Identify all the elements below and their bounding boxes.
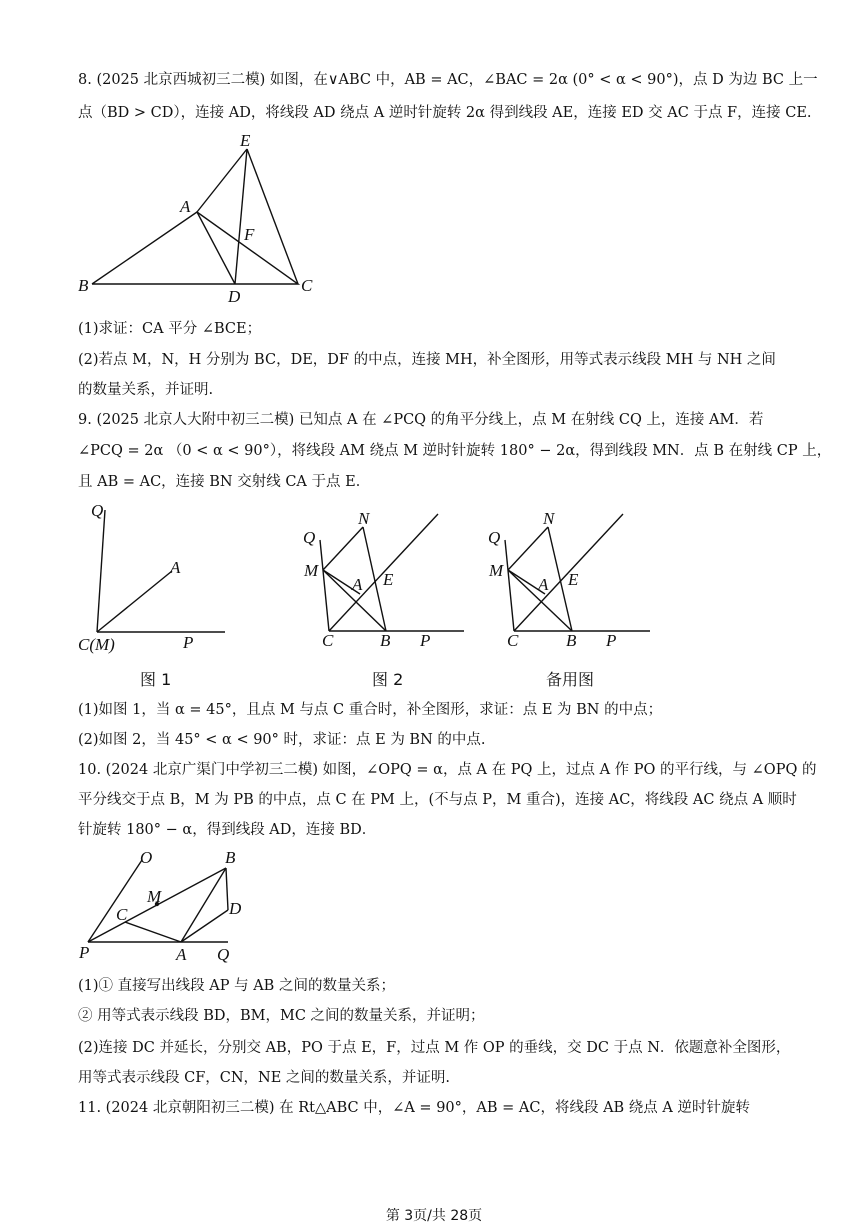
label-A: A — [180, 197, 191, 216]
label-P: P — [79, 943, 90, 962]
label-D: D — [229, 899, 242, 918]
ray-CQ — [505, 540, 514, 631]
label-P: P — [420, 631, 431, 650]
segment-BD — [226, 868, 228, 910]
segment-MN — [508, 527, 548, 570]
problem10-q2b: 用等式表示线段 CF，CN，NE 之间的数量关系，并证明. — [78, 1070, 451, 1086]
problem9-line2: ∠PCQ = 2α （0 < α < 90°），将线段 AM 绕点 M 逆时针旋转 180° − 2α，得到线段 MN．点 B 在射线 CP 上， — [78, 443, 832, 459]
label-A: A — [352, 575, 363, 594]
segment-AE — [197, 149, 247, 212]
ray-CQ — [97, 510, 105, 632]
problem9-figure3 — [485, 505, 655, 660]
page-footer: 第 3页/共 28页 — [385, 1208, 483, 1224]
figure1-caption: 图 1 — [140, 670, 172, 689]
label-N: N — [543, 509, 555, 528]
label-Q: Q — [91, 501, 104, 520]
label-D: D — [228, 287, 241, 306]
segment-CA — [97, 571, 172, 632]
problem8-line2: 点（BD > CD），连接 AD，将线段 AD 绕点 A 逆时针旋转 2α 得到线段 AE，连接 ED 交 AC 于点 F，连接 CE. — [78, 105, 812, 121]
problem9-line3: 且 AB = AC，连接 BN 交射线 CA 于点 E． — [78, 474, 371, 490]
segment-AD — [181, 910, 228, 942]
label-Q: Q — [488, 528, 501, 547]
problem10-line3: 针旋转 180° − α，得到线段 AD，连接 BD． — [78, 822, 377, 838]
label-B: B — [380, 631, 391, 650]
label-C: C — [322, 631, 334, 650]
problem9-figure2 — [300, 505, 470, 660]
label-F: F — [244, 225, 255, 244]
label-Q: Q — [303, 528, 316, 547]
problem10-line1: 10. (2024 北京广渠门中学初三二模) 如图，∠OPQ = α，点 A 在 PQ 上，过点 A 作 PO 的平行线，与 ∠OPQ 的 — [78, 762, 817, 778]
problem10-line2: 平分线交于点 B，M 为 PB 的中点，点 C 在 PM 上，(不与点 P，M 重合)，连接 AC，将线段 AC 绕点 A 顺时 — [78, 792, 797, 808]
segment-AD — [197, 212, 235, 284]
label-A: A — [538, 575, 549, 594]
label-B: B — [225, 848, 236, 867]
problem8-figure — [70, 128, 330, 308]
segment-EC — [247, 149, 298, 284]
label-C: C — [301, 276, 313, 295]
triangle-ABC — [92, 212, 298, 284]
segment-AB — [181, 868, 226, 942]
label-CM: C(M) — [78, 635, 115, 654]
problem9-line1: 9. (2025 北京人大附中初三二模) 已知点 A 在 ∠PCQ 的角平分线上，点 M 在射线 CQ 上，连接 AM．若 — [78, 412, 764, 428]
label-A: A — [176, 945, 187, 964]
problem8-line1: 8. (2025 北京西城初三二模) 如图，在∨ABC 中，AB = AC，∠BAC = 2α (0° < α < 90°)，点 D 为边 BC 上一 — [78, 72, 818, 88]
label-P: P — [183, 633, 194, 652]
problem10-figure — [75, 848, 255, 968]
problem8-q1: (1)求证：CA 平分 ∠BCE； — [78, 321, 262, 337]
problem9-q2: (2)如图 2，当 45° < α < 90° 时，求证：点 E 为 BN 的中点. — [78, 732, 486, 748]
label-M: M — [304, 561, 319, 580]
problem11-line1: 11. (2024 北京朝阳初三二模) 在 Rt△ABC 中，∠A = 90°，AB = AC，将线段 AB 绕点 A 逆时针旋转 — [78, 1100, 750, 1116]
label-E: E — [568, 570, 579, 589]
problem8-q2a: (2)若点 M，N，H 分别为 BC，DE，DF 的中点，连接 MH，补全图形，用等式表示线段 MH 与 NH 之间 — [78, 352, 776, 368]
label-M: M — [489, 561, 504, 580]
label-N: N — [358, 509, 370, 528]
problem10-q1b: ② 用等式表示线段 BD，BM，MC 之间的数量关系，并证明； — [78, 1008, 485, 1024]
segment-AC — [125, 922, 181, 942]
problem8-q2b: 的数量关系，并证明. — [78, 382, 214, 398]
problem9-q1: (1)如图 1，当 α = 45°，且点 M 与点 C 重合时，补全图形，求证：点 E 为 BN 的中点； — [78, 702, 663, 718]
segment-MN — [323, 527, 363, 570]
label-E: E — [240, 131, 251, 150]
label-Q: Q — [217, 945, 230, 964]
segment-ED — [235, 149, 247, 284]
problem10-q2a: (2)连接 DC 并延长，分别交 AB，PO 于点 E，F，过点 M 作 OP 的垂线，交 DC 于点 N．依题意补全图形， — [78, 1040, 791, 1056]
label-O: O — [140, 848, 153, 867]
label-C: C — [116, 905, 128, 924]
label-P: P — [606, 631, 617, 650]
label-C: C — [507, 631, 519, 650]
ray-CQ — [320, 540, 329, 631]
label-M: M — [147, 887, 162, 906]
figure2-caption: 图 2 — [372, 670, 404, 689]
label-E: E — [383, 570, 394, 589]
figure3-caption: 备用图 — [546, 670, 595, 689]
ray-PO — [88, 860, 142, 942]
label-B: B — [566, 631, 577, 650]
problem10-q1a: (1)① 直接写出线段 AP 与 AB 之间的数量关系； — [78, 978, 395, 994]
label-A: A — [170, 558, 181, 577]
problem9-figure1 — [75, 500, 235, 660]
label-B: B — [78, 276, 89, 295]
